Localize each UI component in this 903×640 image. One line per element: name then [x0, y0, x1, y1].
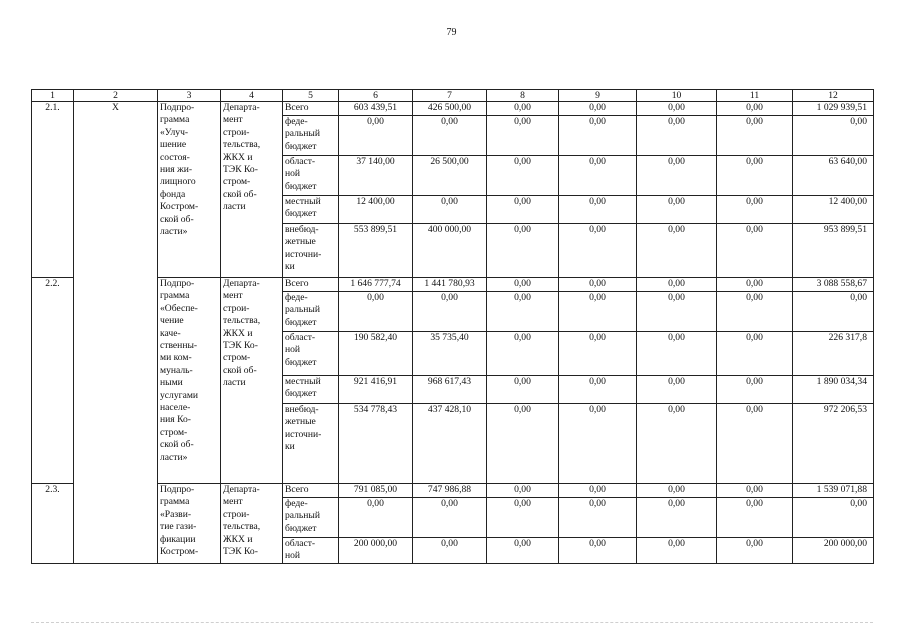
column-header: 3	[158, 90, 221, 102]
column-header: 10	[637, 90, 717, 102]
amount-cell: 200 000,00	[339, 538, 413, 564]
funding-source: Всего	[283, 102, 339, 116]
amount-cell: 226 317,8	[793, 332, 874, 376]
amount-cell: 37 140,00	[339, 156, 413, 196]
column-header: 12	[793, 90, 874, 102]
table-row	[32, 102, 874, 116]
amount-cell: 0,00	[339, 116, 413, 156]
amount-cell: 1 441 780,93	[413, 278, 487, 292]
amount-cell: 0,00	[487, 102, 559, 116]
amount-cell: 0,00	[637, 376, 717, 404]
amount-cell: 0,00	[559, 116, 637, 156]
table-row	[32, 278, 874, 292]
amount-cell: 0,00	[559, 278, 637, 292]
amount-cell: 0,00	[637, 102, 717, 116]
amount-cell: 0,00	[637, 156, 717, 196]
budget-table	[31, 89, 874, 564]
amount-cell: 12 400,00	[339, 196, 413, 224]
amount-cell: 400 000,00	[413, 224, 487, 278]
amount-cell: 3 088 558,67	[793, 278, 874, 292]
amount-cell: 0,00	[487, 484, 559, 498]
amount-cell: 0,00	[637, 278, 717, 292]
amount-cell: 437 428,10	[413, 404, 487, 484]
amount-cell: 0,00	[487, 538, 559, 564]
amount-cell: 0,00	[487, 404, 559, 484]
amount-cell: 0,00	[637, 538, 717, 564]
column-header: 2	[74, 90, 158, 102]
amount-cell: 553 899,51	[339, 224, 413, 278]
amount-cell: 1 539 071,88	[793, 484, 874, 498]
amount-cell: 972 206,53	[793, 404, 874, 484]
amount-cell: 0,00	[339, 292, 413, 332]
amount-cell: 0,00	[637, 498, 717, 538]
amount-cell: 603 439,51	[339, 102, 413, 116]
amount-cell: 0,00	[413, 498, 487, 538]
table-row	[32, 484, 874, 498]
amount-cell: 0,00	[487, 278, 559, 292]
funding-source: внебюд- жетные источни- ки	[283, 224, 339, 278]
amount-cell: 0,00	[793, 116, 874, 156]
funding-source: местный бюджет	[283, 376, 339, 404]
column-header: 11	[717, 90, 793, 102]
scan-edge-line	[31, 622, 873, 623]
amount-cell: 0,00	[717, 156, 793, 196]
amount-cell: 0,00	[487, 332, 559, 376]
amount-cell: 0,00	[559, 224, 637, 278]
column-header: 5	[283, 90, 339, 102]
department-name: Департа- мент строи- тельства, ЖКХ и ТЭК Ко- стром- ской об- ласти	[221, 102, 283, 278]
amount-cell: 0,00	[717, 332, 793, 376]
header-row	[32, 90, 874, 102]
amount-cell: 0,00	[637, 116, 717, 156]
column-header: 4	[221, 90, 283, 102]
amount-cell: 534 778,43	[339, 404, 413, 484]
column-header: 9	[559, 90, 637, 102]
amount-cell: 0,00	[559, 498, 637, 538]
column-header: 7	[413, 90, 487, 102]
amount-cell: 0,00	[559, 332, 637, 376]
amount-cell: 1 646 777,74	[339, 278, 413, 292]
amount-cell: 0,00	[637, 196, 717, 224]
amount-cell: 0,00	[717, 278, 793, 292]
program-name: Подпро- грамма «Разви- тие гази- фикации Костром-	[158, 484, 221, 564]
page-number: 79	[446, 27, 457, 38]
amount-cell: 0,00	[717, 116, 793, 156]
amount-cell: 0,00	[559, 376, 637, 404]
column-header: 8	[487, 90, 559, 102]
program-name: Подпро- грамма «Обеспе- чение каче- ственны- ми ком- муналь- ными услугами населе- ния Ко- стром- ской об- ласти»	[158, 278, 221, 484]
amount-cell: 63 640,00	[793, 156, 874, 196]
amount-cell: 0,00	[717, 102, 793, 116]
amount-cell: 0,00	[637, 292, 717, 332]
amount-cell: 0,00	[717, 538, 793, 564]
amount-cell: 12 400,00	[793, 196, 874, 224]
amount-cell: 0,00	[717, 484, 793, 498]
amount-cell: 0,00	[559, 156, 637, 196]
amount-cell: 0,00	[637, 404, 717, 484]
funding-source: област- ной бюджет	[283, 156, 339, 196]
amount-cell: 1 029 939,51	[793, 102, 874, 116]
amount-cell: 953 899,51	[793, 224, 874, 278]
amount-cell: 0,00	[793, 498, 874, 538]
amount-cell: 35 735,40	[413, 332, 487, 376]
amount-cell: 0,00	[559, 538, 637, 564]
funding-source: Всего	[283, 484, 339, 498]
table-body	[32, 102, 874, 564]
amount-cell: 0,00	[559, 484, 637, 498]
funding-source: Всего	[283, 278, 339, 292]
amount-cell: 921 416,91	[339, 376, 413, 404]
amount-cell: 0,00	[717, 404, 793, 484]
amount-cell: 0,00	[559, 102, 637, 116]
amount-cell: 0,00	[717, 196, 793, 224]
amount-cell: 426 500,00	[413, 102, 487, 116]
amount-cell: 968 617,43	[413, 376, 487, 404]
row-number: 2.1.	[32, 102, 74, 278]
amount-cell: 747 986,88	[413, 484, 487, 498]
column-header: 6	[339, 90, 413, 102]
funding-source: област- ной бюджет	[283, 332, 339, 376]
amount-cell: 26 500,00	[413, 156, 487, 196]
funding-source: област- ной	[283, 538, 339, 564]
amount-cell: 0,00	[487, 224, 559, 278]
row-number: 2.3.	[32, 484, 74, 564]
row-number: 2.2.	[32, 278, 74, 484]
amount-cell: 0,00	[559, 292, 637, 332]
amount-cell: 0,00	[487, 292, 559, 332]
amount-cell: 0,00	[487, 376, 559, 404]
program-name: Подпро- грамма «Улуч- шение состоя- ния жи- лищного фонда Костром- ской об- ласти»	[158, 102, 221, 278]
funding-source: феде- ральный бюджет	[283, 498, 339, 538]
department-name: Департа- мент строи- тельства, ЖКХ и ТЭК Ко-	[221, 484, 283, 564]
amount-cell: 0,00	[487, 156, 559, 196]
amount-cell: 0,00	[637, 224, 717, 278]
amount-cell: 0,00	[487, 116, 559, 156]
funding-source: внебюд- жетные источни- ки	[283, 404, 339, 484]
column-header: 1	[32, 90, 74, 102]
amount-cell: 0,00	[559, 404, 637, 484]
amount-cell: 0,00	[487, 498, 559, 538]
amount-cell: 0,00	[413, 196, 487, 224]
amount-cell: 0,00	[413, 116, 487, 156]
amount-cell: 791 085,00	[339, 484, 413, 498]
funding-source: местный бюджет	[283, 196, 339, 224]
amount-cell: 0,00	[413, 538, 487, 564]
amount-cell: 0,00	[717, 292, 793, 332]
amount-cell: 0,00	[717, 376, 793, 404]
funding-source: феде- ральный бюджет	[283, 116, 339, 156]
amount-cell: 0,00	[637, 332, 717, 376]
code-cell: Х	[74, 102, 158, 564]
amount-cell: 0,00	[413, 292, 487, 332]
amount-cell: 0,00	[339, 498, 413, 538]
amount-cell: 0,00	[487, 196, 559, 224]
amount-cell: 0,00	[637, 484, 717, 498]
department-name: Департа- мент строи- тельства, ЖКХ и ТЭК Ко- стром- ской об- ласти	[221, 278, 283, 484]
amount-cell: 0,00	[717, 498, 793, 538]
amount-cell: 200 000,00	[793, 538, 874, 564]
amount-cell: 0,00	[559, 196, 637, 224]
amount-cell: 0,00	[793, 292, 874, 332]
amount-cell: 0,00	[717, 224, 793, 278]
funding-source: феде- ральный бюджет	[283, 292, 339, 332]
amount-cell: 190 582,40	[339, 332, 413, 376]
amount-cell: 1 890 034,34	[793, 376, 874, 404]
